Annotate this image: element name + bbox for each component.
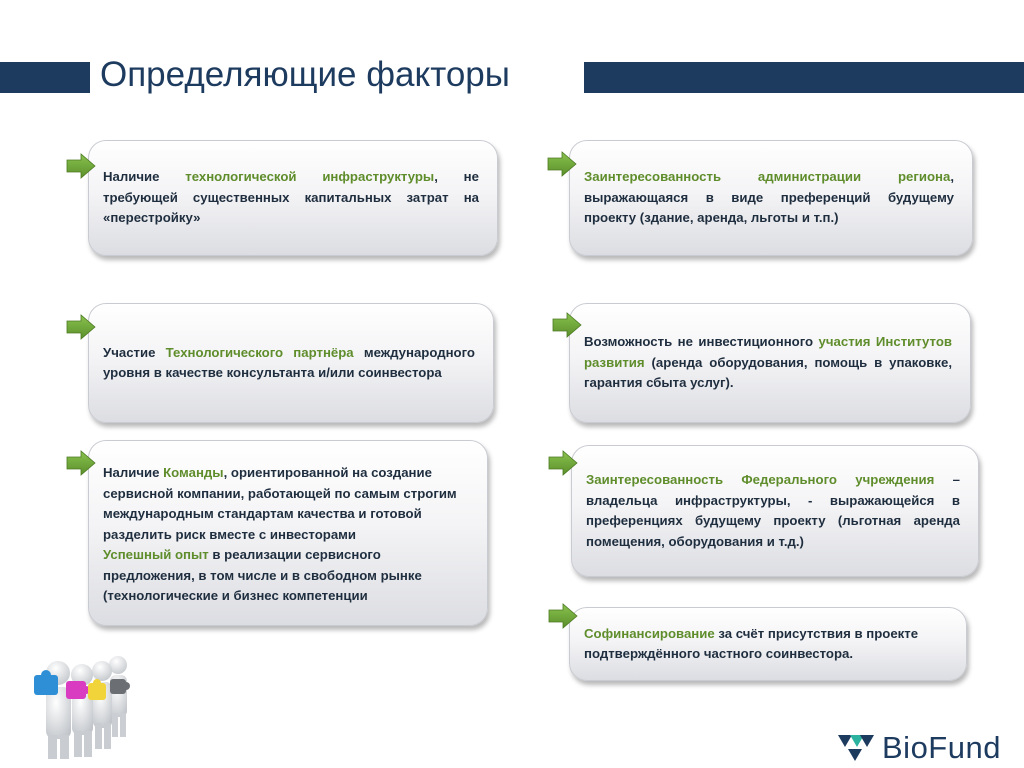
biofund-logo-icon (838, 733, 876, 763)
highlight-text: Софинансирование (584, 625, 715, 641)
arrow-right-icon (547, 151, 577, 177)
body-text: Наличие (103, 169, 186, 185)
factor-text (586, 470, 960, 552)
highlight-text: технологической инфраструктуры (185, 169, 435, 185)
title-bar-left (0, 62, 90, 93)
body-text: – владельца инфраструктуры, - выражающейся в преференциях будущему проекту (льготная аренда помещения, оборудования и т.д.) (586, 472, 961, 549)
highlight-text: Заинтересованность Федерального учреждения (586, 472, 935, 487)
arrow-right-icon (552, 312, 582, 338)
factor-text (584, 167, 954, 229)
factor-card-federal-institution (571, 445, 979, 577)
body-text: за счёт присутствия в проекте подтверждённого частного соинвестора. (584, 625, 919, 661)
highlight-text: Заинтересованность администрации региона (584, 169, 951, 185)
title-bar-right (584, 62, 1024, 93)
body-text: Возможность не инвестиционного (584, 334, 819, 350)
highlight-text: участия Институтов развития (584, 334, 952, 370)
factor-card-tech-infrastructure (88, 140, 498, 256)
factor-card-development-institutes (569, 303, 971, 423)
factor-text (584, 624, 948, 665)
highlight-text: Команды (163, 465, 224, 481)
arrow-right-icon (66, 153, 96, 179)
factor-card-team (88, 440, 488, 626)
arrow-right-icon (548, 603, 578, 629)
factor-text (103, 343, 475, 384)
highlight-text: Технологического партнёра (165, 344, 354, 360)
puzzle-people-icon (22, 635, 142, 760)
body-text: , не требующей существенных капитальных затрат на «перестройку» (103, 169, 479, 226)
body-text: Наличие (103, 465, 164, 481)
biofund-logo (838, 728, 1018, 768)
factor-card-cofinancing (569, 607, 967, 681)
factor-text (103, 167, 479, 229)
factor-card-tech-partner (88, 303, 494, 423)
body-text: , ориентированной на создание сервисной компании, работающей по самым строгим международным стандартам качества и готовой разделить риск вместе с инвесторами (103, 465, 457, 542)
body-text: в реализации сервисного предложения, в том числе и в свободном рынке (технологические и бизнес компетенции (103, 547, 422, 604)
body-text: международного уровня в качестве консультанта и/или соинвестора (103, 344, 475, 380)
arrow-right-icon (66, 314, 96, 340)
factor-text (103, 463, 469, 607)
arrow-right-icon (66, 450, 96, 476)
factor-text (584, 332, 952, 394)
logo-text: BioFund (882, 730, 1001, 765)
highlight-text: Успешный опыт (103, 547, 209, 563)
body-text: Участие (103, 344, 166, 360)
factor-card-region-administration (569, 140, 973, 256)
slide-title: Определяющие факторы (100, 55, 510, 94)
arrow-right-icon (548, 450, 578, 476)
body-text: (аренда оборудования, помощь в упаковке, гарантия сбыта услуг). (584, 354, 952, 391)
body-text: , выражающаяся в виде преференций будущему проекту (здание, аренда, льготы и т.п.) (584, 169, 954, 226)
